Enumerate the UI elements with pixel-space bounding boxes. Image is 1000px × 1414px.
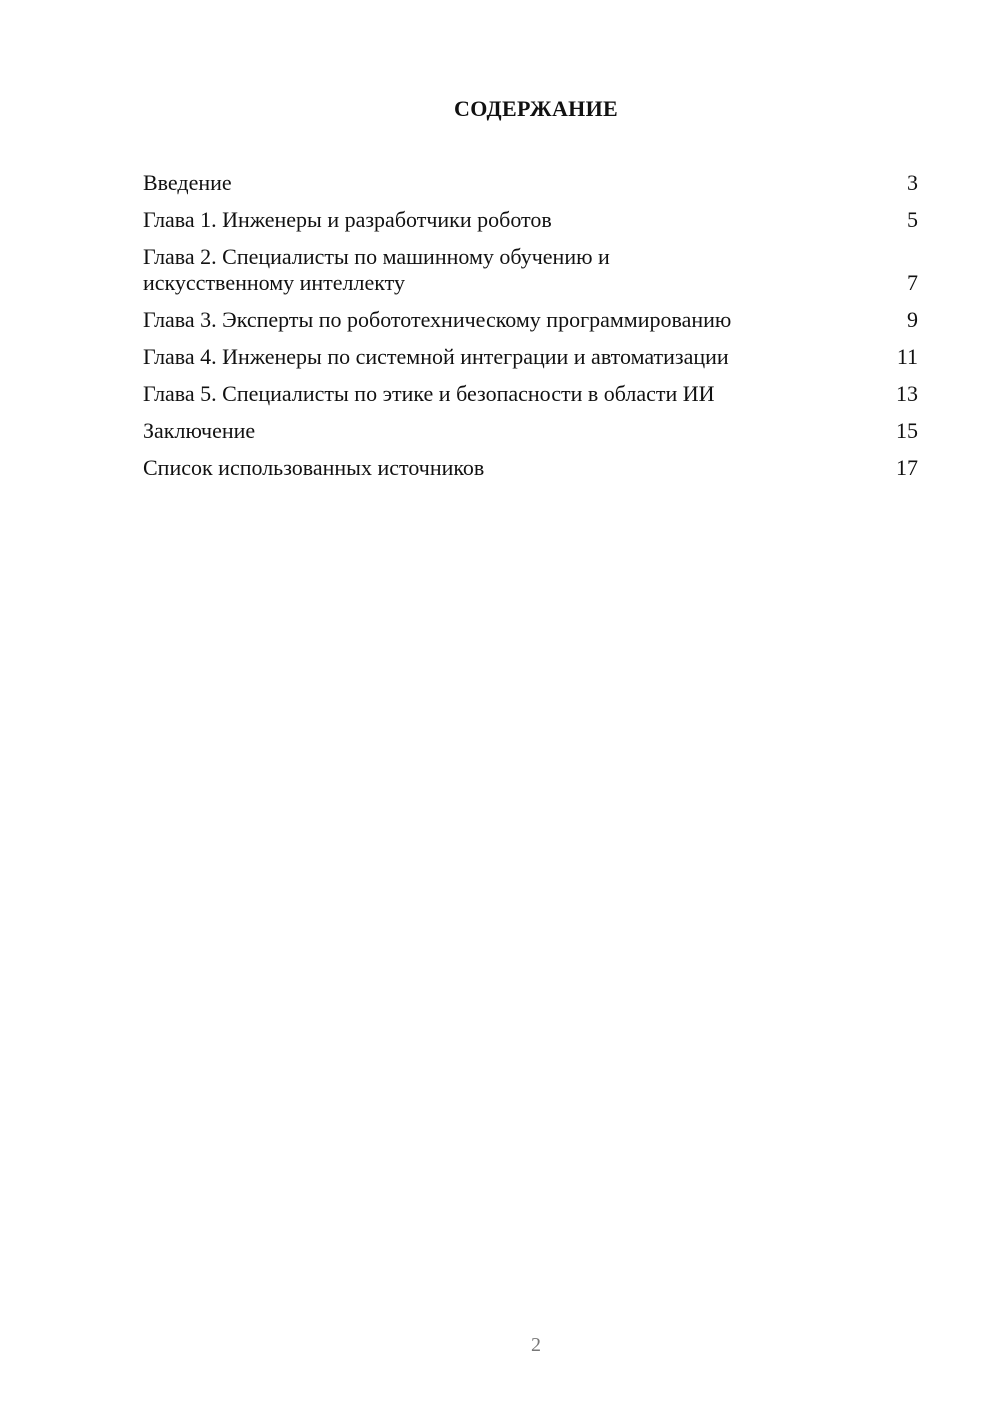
toc-entry-page: 9 — [907, 307, 918, 332]
toc-entry-references — [143, 455, 918, 481]
toc-entry-label: Список использованных источников — [143, 455, 485, 480]
toc-entry-page: 11 — [896, 344, 918, 369]
toc-entry-chapter-3 — [143, 307, 918, 333]
toc-entry-page: 15 — [896, 418, 918, 443]
toc-entry-label: Заключение — [143, 418, 256, 443]
toc-entry-chapter-4 — [143, 344, 918, 370]
page-number: 2 — [531, 1334, 541, 1356]
toc-entry-page: 3 — [907, 170, 918, 195]
toc-entry-label: Глава 2. Специалисты по машинному обучению и искусственному интеллекту — [143, 244, 610, 295]
toc-entry-label: Введение — [143, 170, 232, 195]
toc-entry-chapter-5 — [143, 381, 918, 407]
toc-entry-label: Глава 1. Инженеры и разработчики роботов — [143, 207, 552, 232]
toc-entry-page: 13 — [896, 381, 918, 406]
toc-entry-label: Глава 3. Эксперты по робототехническому программированию — [143, 307, 732, 332]
table-of-contents — [143, 170, 918, 492]
toc-entry-chapter-1 — [143, 207, 918, 233]
toc-entry-introduction — [143, 170, 918, 196]
toc-entry-page: 17 — [896, 455, 918, 480]
page-title: СОДЕРЖАНИЕ — [454, 96, 618, 121]
toc-entry-label: Глава 5. Специалисты по этике и безопасности в области ИИ — [143, 381, 715, 406]
toc-entry-conclusion — [143, 418, 918, 444]
toc-entry-page: 5 — [907, 207, 918, 232]
toc-entry-page: 7 — [907, 270, 918, 295]
toc-entry-chapter-2 — [143, 244, 918, 296]
toc-entry-label: Глава 4. Инженеры по системной интеграции и автоматизации — [143, 344, 729, 369]
